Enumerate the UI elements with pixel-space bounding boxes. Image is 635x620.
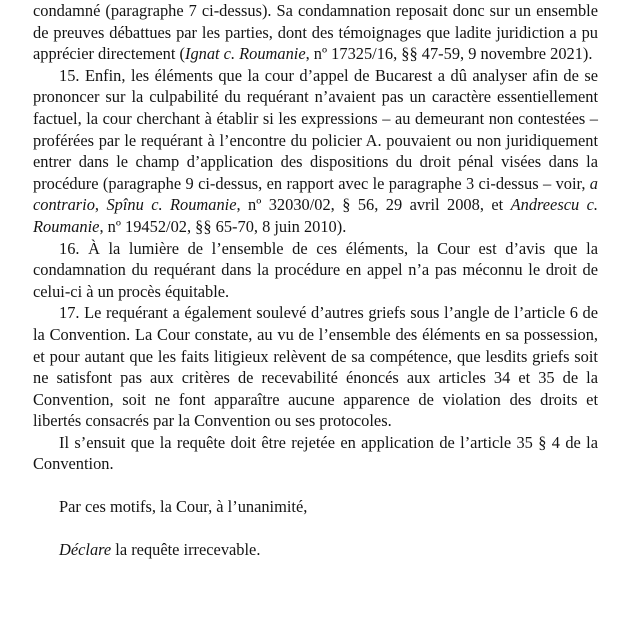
document-page xyxy=(33,0,598,560)
declare-word: Déclare xyxy=(59,539,112,559)
case-citation-ignat: Ignat c. Roumanie xyxy=(184,44,306,64)
paragraph-14-end xyxy=(33,0,598,65)
paragraph-15-text-3: , nº 32030/02, § 56, 29 avril 2008, et xyxy=(236,195,511,215)
paragraph-17: 17. Le requérant a également soulevé d’autres griefs sous l’angle de l’article 6 de la Convention. La Cour constate, au vu de l’ensemble des éléments en sa possession, et pour autant que les faits litigieux relèvent de sa compétence, que lesdits griefs soit ne satisfont pas aux critères de recevabilité énoncés aux articles 34 et 35 de la Convention, soit ne font apparaître aucune apparence de violation des droits et libertés consacrés par la Convention ou ses protocoles. xyxy=(33,303,598,431)
paragraph-14-text-1: condamné (paragraphe 7 ci-dessus). Sa condamnation reposait donc sur un ensemble de preuves débattues par les parties, dont des témoignages que ladite juridiction a pu apprécier directement ( xyxy=(33,1,598,64)
declaration-line xyxy=(33,539,598,561)
paragraph-14-text-2: , nº 17325/16, §§ 47-59, 9 novembre 2021). xyxy=(305,44,593,64)
motifs-line: Par ces motifs, la Cour, à l’unanimité, xyxy=(59,497,308,517)
paragraph-15-text-4: , nº 19452/02, §§ 65-70, 8 juin 2010). xyxy=(99,216,347,236)
paragraph-15 xyxy=(33,65,598,238)
paragraph-15-text-1: 15. Enfin, les éléments que la cour d’appel de Bucarest a dû analyser afin de se prononcer sur la culpabilité du requérant n’avaient pas un caractère essentiellement factuel, la cour cherchant à établir si les expressions – au demeurant non contestées – proférées par le requérant à l’encontre du policier A. pouvaient ou non juridiquement entrer dans le champ d’application des dispositions du droit pénal visées dans la procédure (paragraphe 9 ci-dessus, en rapport avec le paragraphe 3 ci-dessus – voir, xyxy=(33,65,598,193)
case-citation-andreescu: Andreescu c. Roumanie xyxy=(33,195,598,236)
paragraph-16: 16. À la lumière de l’ensemble de ces éléments, la Cour est d’avis que la condamnation du requérant dans la procédure en appel n’a pas méconnu le droit de celui-ci à un procès équitable. xyxy=(33,238,598,301)
paragraph-15-text-2: , xyxy=(94,195,107,215)
paragraph-conclusion: Il s’ensuit que la requête doit être rejetée en application de l’article 35 § 4 de la Convention. xyxy=(33,432,598,474)
declare-rest: la requête irrecevable. xyxy=(111,539,261,559)
case-citation-spinu: Spînu c. Roumanie xyxy=(106,195,237,215)
a-contrario-phrase: a contrario xyxy=(33,173,598,215)
